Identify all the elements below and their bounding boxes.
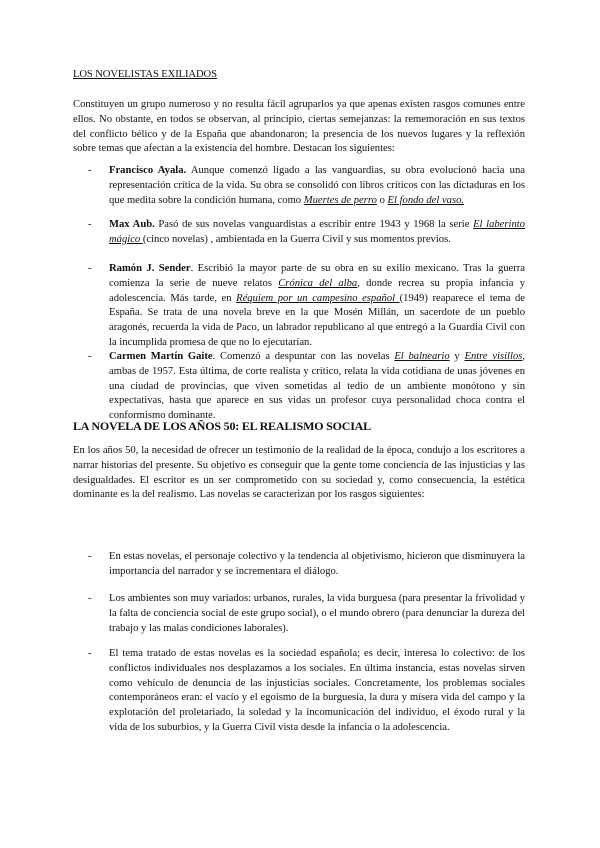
- bullet-dash: -: [88, 351, 92, 362]
- author-text: . Escribió la mayor parte de su obra en su exilio mexicano. Tras la guerra comienza la serie de nueve relatos: [109, 263, 526, 289]
- author-text: Pasó de sus novelas vanguardistas a escribir entre 1943 y 1968 la serie: [154, 219, 474, 230]
- work-title: Crónica del alba: [278, 277, 358, 289]
- author-name: Francisco Ayala.: [109, 165, 187, 176]
- author-text: , ambas de 1957. Esta última, de corte realista y crítico, relata la vida cotidiana de unas jóvenes en una ciudad de provincias, que viven sometidas al tedio de un ambiente monótono y sin expectativas, hasta que aparece en sus vidas un profesor cuya personalidad choca contra el conformismo dominante.: [109, 351, 526, 422]
- author-entry-body: [109, 164, 525, 208]
- bullet-dash: -: [88, 263, 92, 274]
- feature-list-item: [88, 592, 525, 636]
- section-title-exiled-novelists: LOS NOVELISTAS EXILIADOS: [73, 69, 217, 80]
- section1-intro-paragraph: Constituyen un grupo numeroso y no resulta fácil agruparlos ya que apenas existen rasgos comunes entre ellos. No obstante, en todos se observan, al principio, ciertas semejanzas: la rememoración en sus textos del conflicto bélico y de la España que abandonaron; la presencia de los nuevos lugares y la reflexión sobre temas que afectan a la existencia del hombre. Destacan los siguientes:: [73, 99, 525, 155]
- work-title: Réquiem por un campesino español: [236, 292, 400, 304]
- author-text: (cinco novelas) , ambientada en la Guerra Civil y sus momentos previos.: [142, 233, 451, 245]
- author-name: Ramón J. Sender: [109, 263, 191, 274]
- bullet-dash: -: [88, 593, 92, 604]
- author-entry-body: [109, 262, 525, 351]
- author-text: Aunque comenzó ligado a las vanguardias, su obra evolucionó hacia una representación crítica de la vida. Su obra se consolidó con libros críticos con las dictaduras en los que medita sobre la condición humana, como: [109, 165, 525, 206]
- work-title: Entre visillos: [464, 351, 523, 362]
- bullet-dash: -: [88, 165, 92, 176]
- author-entry-body: [109, 218, 525, 248]
- author-text: (1949) reaparece el tema de España. Se trata de una novela breve en la que Mosén Millán, un sacerdote de un pueblo aragonés, recuerda la vida de Paco, un labrador republicano al que entregó a la Guardia Civil con la incumplida promesa de que no lo ejecutarían.: [109, 292, 525, 348]
- author-text: . Comenzó a despuntar con las novelas: [212, 351, 395, 362]
- author-list-item-aub: [88, 218, 525, 248]
- author-name: Carmen Martín Gaite: [109, 351, 213, 362]
- author-list-item-ayala: [88, 164, 525, 208]
- bullet-dash: -: [88, 648, 92, 659]
- feature-list-item: [88, 647, 525, 736]
- work-title: Muertes de perro: [303, 194, 377, 206]
- section-title-social-realism: LA NOVELA DE LOS AÑOS 50: EL REALISMO SOCIAL: [73, 419, 371, 433]
- author-text: , donde recrea su propia infancia y adolescencia. Más tarde, en: [109, 277, 525, 304]
- work-title: El balneario: [394, 351, 450, 362]
- feature-text: Los ambientes son muy variados: urbanos, rurales, la vida burguesa (para presentar la frivolidad y la falta de conciencia social de este grupo social), o el mundo obrero (para denunciar la dureza del trabajo y las malas condiciones laborales).: [109, 593, 525, 634]
- author-list-item-sender: [88, 262, 525, 351]
- bullet-dash: -: [88, 551, 92, 562]
- author-list-item-martin-gaite: [88, 350, 525, 424]
- author-name: Max Aub.: [109, 219, 155, 230]
- feature-text: En estas novelas, el personaje colectivo y la tendencia al objetivismo, hicieron que disminuyera la importancia del narrador y se incrementara el diálogo.: [109, 551, 525, 577]
- author-entry-body: [109, 350, 525, 424]
- feature-text: El tema tratado de estas novelas es la sociedad española; es decir, interesa lo colectivo: de los conflictos individuales nos desplazamos a los sociales. En última instancia, estas novelas sirven como vehículo de denuncia de las injusticias sociales. Concretamente, los problemas sociales contemporáneos eran: el vacío y el egoísmo de la burguesía, la dura y mísera vida del campo y la explotación del proletariado, la soledad y la incomunicación del individuo, el éxodo rural y la vida de los suburbios, y la Guerra Civil vista desde la infancia o la adolescencia.: [109, 648, 525, 733]
- work-title: El fondo del vaso.: [387, 194, 465, 206]
- work-title: El laberinto mágico: [109, 219, 525, 245]
- feature-list-item: [88, 550, 525, 580]
- section2-intro-paragraph: En los años 50, la necesidad de ofrecer un testimonio de la realidad de la época, condujo a los escritores a narrar historias del presente. Su objetivo es conseguir que la gente tome conciencia de las injusticias y las desigualdades. El escritor es un ser comprometido con su sociedad y, como consecuencia, la estética dominante es la del realismo. Las novelas se caracterizan por los rasgos siguientes:: [73, 445, 525, 501]
- author-text: o: [376, 194, 388, 206]
- bullet-dash: -: [88, 219, 92, 230]
- author-text: y: [449, 351, 465, 362]
